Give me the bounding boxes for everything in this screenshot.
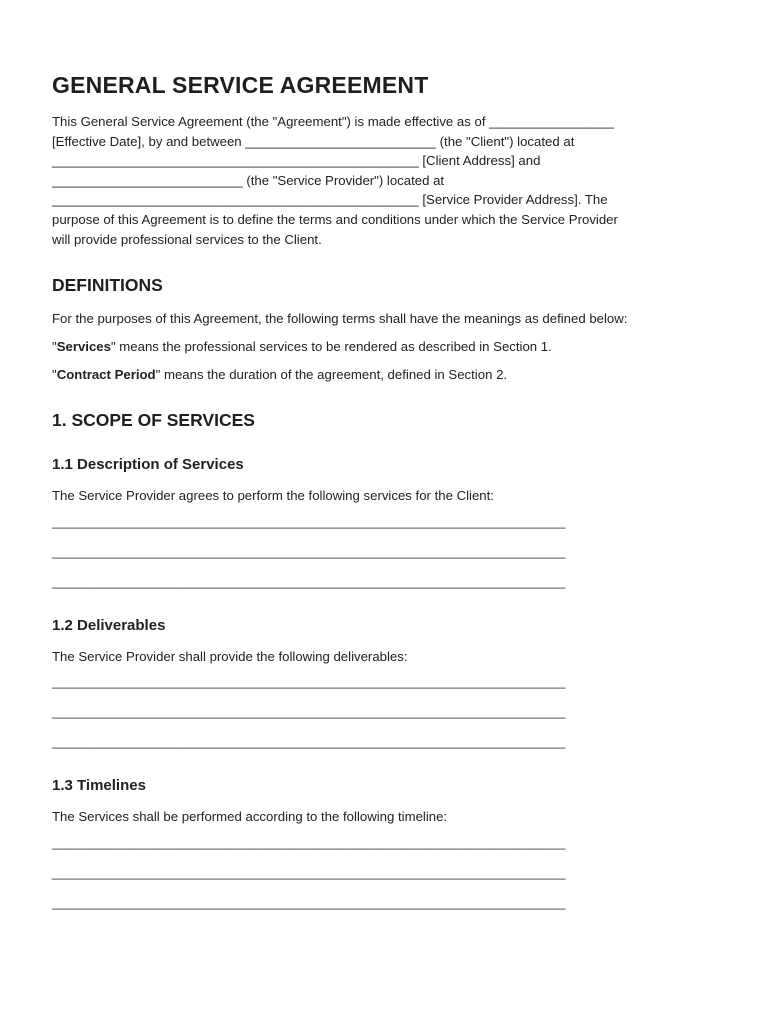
intro-line: This General Service Agreement (the "Agreement") is made effective as of _________________ [52, 114, 614, 129]
description-subsection [52, 454, 732, 597]
definition-contract-period: "Contract Period" means the duration of the agreement, defined in Section 2. [52, 367, 508, 383]
intro-line: purpose of this Agreement is to define the terms and conditions under which the Service Provider [52, 211, 618, 227]
intro-line: __________________________ (the "Service Provider") located at [52, 172, 445, 188]
blank-line[interactable]: ______________________________________________________________________ [52, 864, 566, 880]
blank-line[interactable]: ______________________________________________________________________ [52, 704, 566, 720]
document-title: GENERAL SERVICE AGREEMENT [52, 72, 429, 98]
definition-services-text: means the professional services to be rendered as described in Section 1. [115, 338, 552, 354]
timelines-subsection [52, 775, 732, 918]
deliverables-subsection [52, 615, 732, 758]
intro-line: will provide professional services to the Client. [52, 231, 322, 247]
definition-services: "Services" means the professional services to be rendered as described in Section 1. [52, 338, 552, 354]
blank-line[interactable]: ______________________________________________________________________ [52, 573, 566, 589]
description-heading: 1.1 Description of Services [52, 455, 244, 473]
timelines-text: The Services shall be performed according to the following timeline: [52, 809, 448, 825]
description-text: The Service Provider agrees to perform the following services for the Client: [52, 487, 494, 503]
definitions-heading: DEFINITIONS [52, 275, 163, 296]
timelines-blank-lines [52, 828, 732, 918]
blank-line[interactable]: ______________________________________________________________________ [52, 674, 566, 690]
description-blank-lines [52, 507, 732, 597]
blank-line[interactable]: ______________________________________________________________________ [52, 543, 566, 559]
agreement-page [52, 70, 732, 918]
blank-line[interactable]: ______________________________________________________________________ [52, 513, 566, 529]
definitions-intro: For the purposes of this Agreement, the following terms shall have the meanings as defined below: [52, 311, 628, 327]
deliverables-heading: 1.2 Deliverables [52, 616, 166, 634]
scope-heading: 1. SCOPE OF SERVICES [52, 409, 255, 430]
term-services: Services [56, 338, 111, 354]
timelines-heading: 1.3 Timelines [52, 777, 146, 795]
definitions-section [52, 273, 732, 385]
blank-line[interactable]: ______________________________________________________________________ [52, 734, 566, 750]
intro-line: [Effective Date], by and between __________________________ (the "Client") located at [52, 133, 575, 149]
definition-contract-text: means the duration of the agreement, defined in Section 2. [160, 367, 508, 383]
scope-section [52, 408, 732, 918]
blank-line[interactable]: ______________________________________________________________________ [52, 894, 566, 910]
intro-line: __________________________________________________ [Client Address] and [52, 153, 541, 169]
intro-paragraph [52, 112, 732, 249]
deliverables-blank-lines [52, 667, 732, 757]
term-contract-period: Contract Period [56, 367, 156, 383]
deliverables-text: The Service Provider shall provide the following deliverables: [52, 648, 408, 664]
intro-line: __________________________________________________ [Service Provider Address]. The [52, 192, 608, 208]
blank-line[interactable]: ______________________________________________________________________ [52, 834, 566, 850]
